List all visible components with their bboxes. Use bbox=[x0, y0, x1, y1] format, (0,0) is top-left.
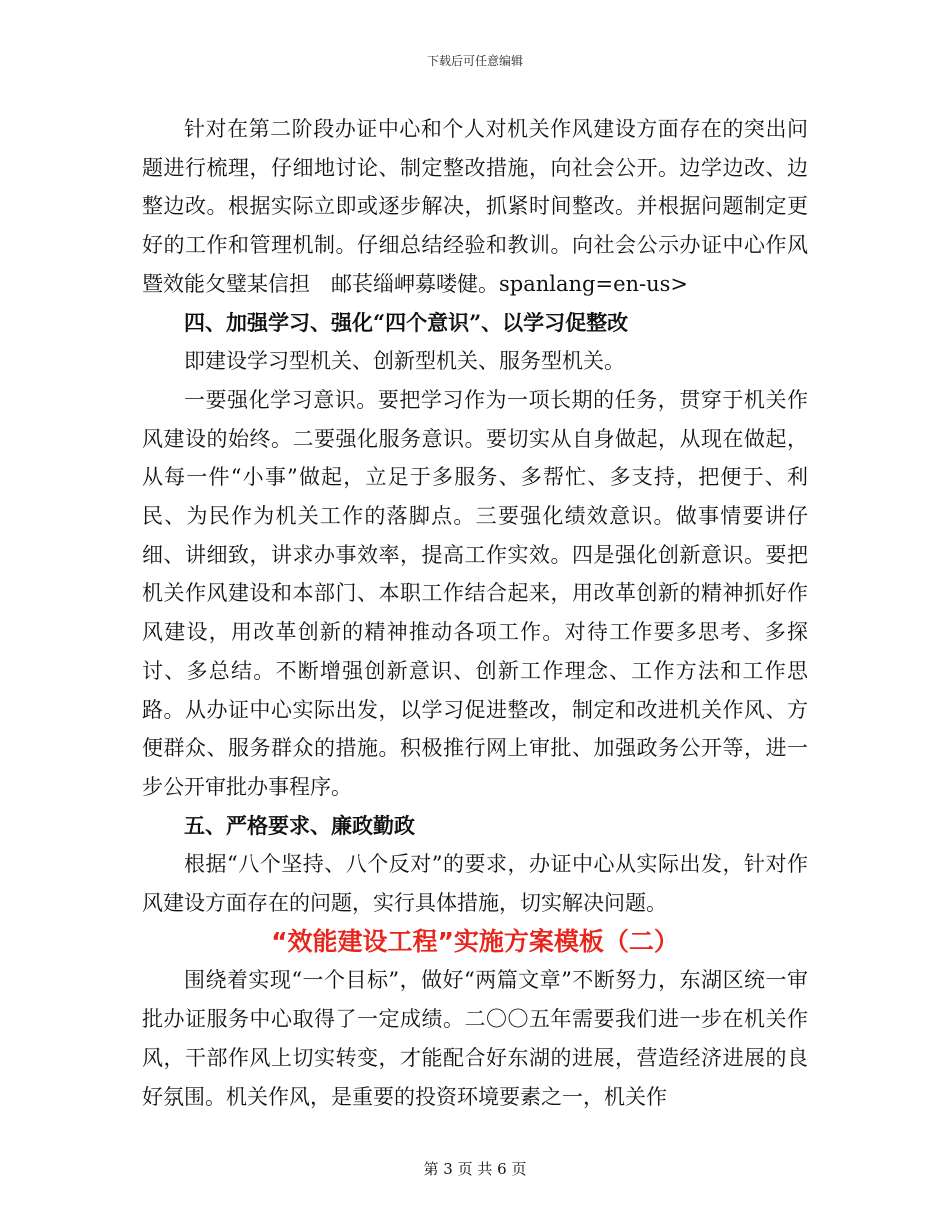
section-heading-four: 四、加强学习、强化“四个意识”、以学习促整改 bbox=[184, 309, 629, 335]
document-title-two: “效能建设工程”实施方案模板（二） bbox=[271, 926, 679, 956]
paragraph-four-awareness: 一要强化学习意识。要把学习作为一项长期的任务，贯穿于机关作风建设的始终。二要强化服务意识。要切实从自身做起，从现在做起，从每一件“小事”做起，立足于多服务、多帮忙、多支持，把便于、利民、为民作为机关工作的落脚点。三要强化绩效意识。做事情要讲仔细、讲细致，讲求办事效率，提高工作实效。四是强化创新意识。要把机关作风建设和本部门、本职工作结合起来，用改革创新的精神抓好作风建设，用改革创新的精神推动各项工作。对待工作要多思考、多探讨、多总结。不断增强创新意识、创新工作理念、工作方法和工作思路。从办证中心实际出发，以学习促进整改，制定和改进机关作风、方便群众、服务群众的措施。积极推行网上审批、加强政务公开等，进一步公开审批办事程序。 bbox=[142, 387, 808, 799]
paragraph-rectification: 针对在第二阶段办证中心和个人对机关作风建设方面存在的突出问题进行梳理，仔细地讨论、制定整改措施，向社会公开。边学边改、边整边改。根据实际立即或逐步解决，抓紧时间整改。并根据问题制定更好的工作和管理机制。仔细总结经验和教训。向社会公示办证中心作风暨效能攵璧某信担 邮苌缁岬募喽健。spanlang=en-us> bbox=[142, 117, 808, 296]
paragraph-eight-principles: 根据“八个坚持、八个反对”的要求，办证中心从实际出发，针对作风建设方面存在的问题，实行具体措施，切实解决问题。 bbox=[142, 852, 808, 916]
page-header: 下载后可任意编辑 bbox=[426, 54, 523, 68]
paragraph-learning-organization: 即建设学习型机关、创新型机关、服务型机关。 bbox=[184, 349, 625, 374]
document-body bbox=[142, 110, 808, 1116]
paragraph-goal: 围绕着实现“一个目标”，做好“两篇文章”不断努力，东湖区统一审批办证服务中心取得了一定成绩。二〇〇五年需要我们进一步在机关作风，干部作风上切实转变，才能配合好东湖的进展，营造经济进展的良好氛围。机关作风，是重要的投资环境要素之一，机关作 bbox=[142, 968, 808, 1109]
page-footer: 第 3 页 共 6 页 bbox=[423, 1160, 527, 1178]
section-heading-five: 五、严格要求、廉政勤政 bbox=[184, 812, 415, 838]
